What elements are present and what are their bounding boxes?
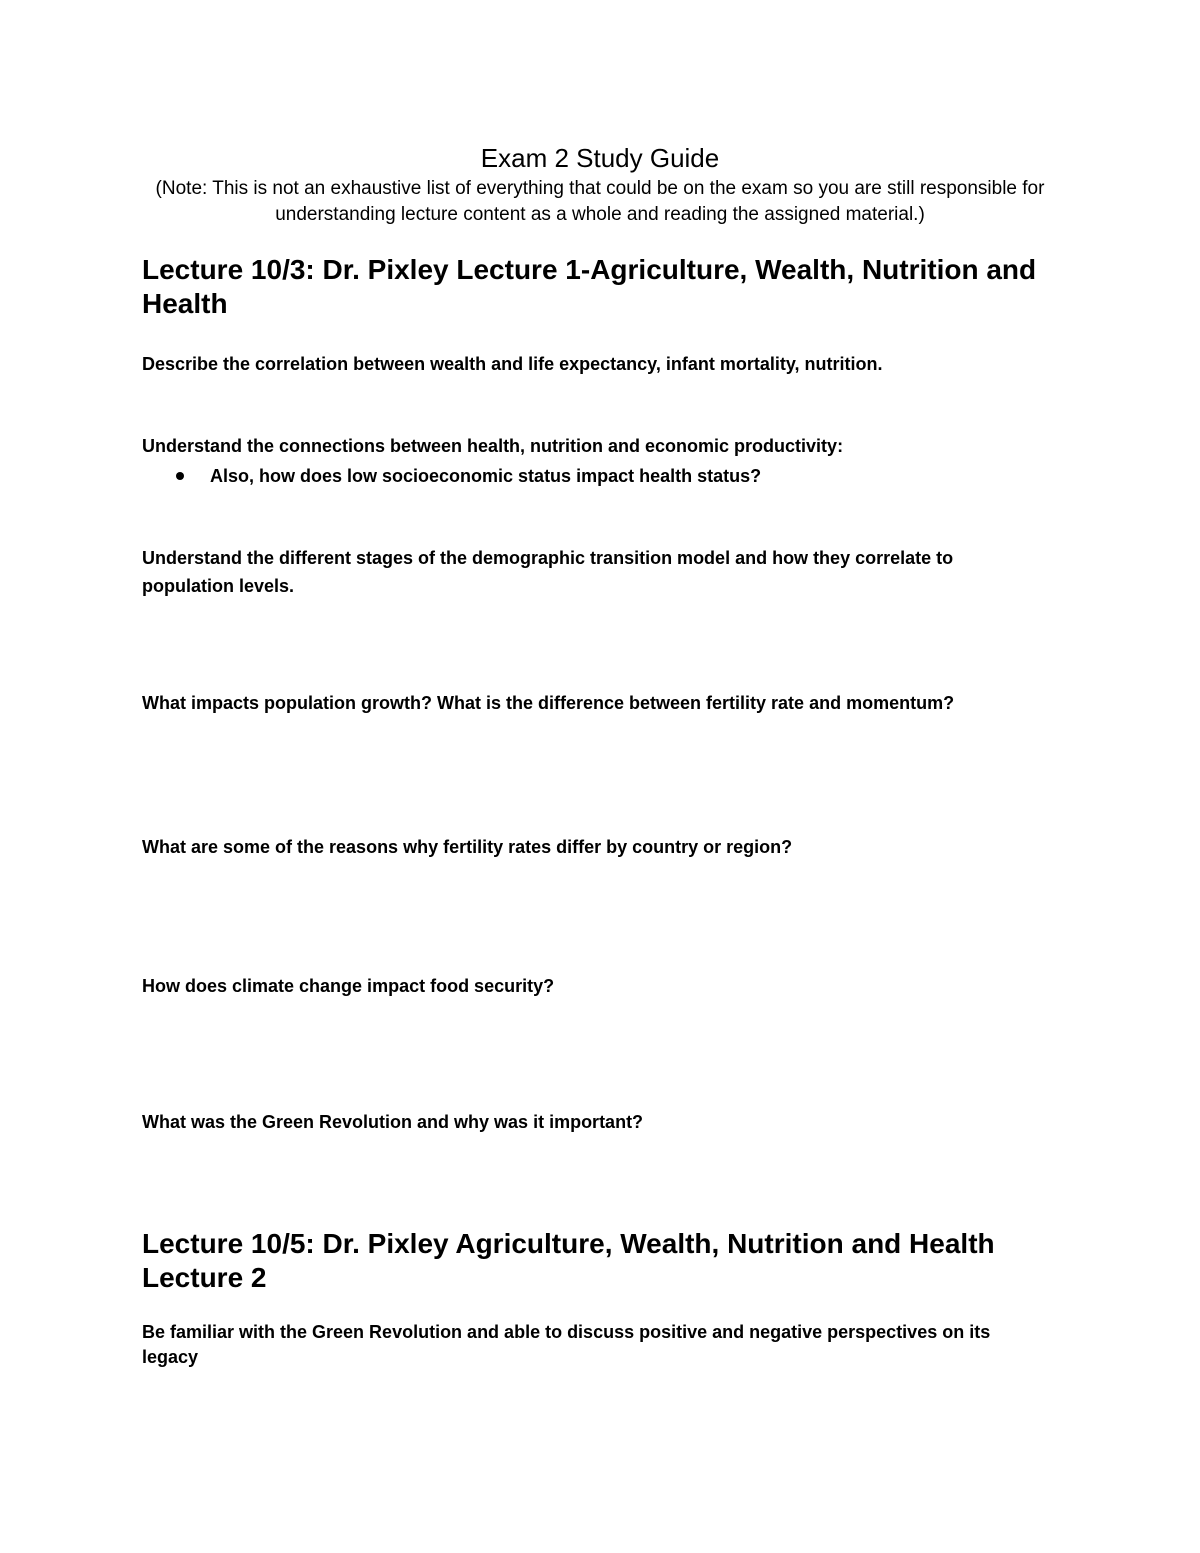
lecture-1-heading: Lecture 10/3: Dr. Pixley Lecture 1-Agriculture, Wealth, Nutrition and Health [142, 254, 1037, 319]
lecture-2-heading: Lecture 10/5: Dr. Pixley Agriculture, Wealth, Nutrition and Health Lecture 2 [142, 1228, 995, 1293]
document-title: Exam 2 Study Guide [480, 143, 720, 173]
lecture-2-question-1: Be familiar with the Green Revolution and able to discuss positive and negative perspectives on its legacy [142, 1322, 991, 1367]
lecture-1-question-1: Describe the correlation between wealth and life expectancy, infant mortality, nutrition. [142, 354, 883, 374]
lecture-1-question-5: What are some of the reasons why fertility rates differ by country or region? [142, 837, 793, 857]
lecture-1-question-4: What impacts population growth? What is the difference between fertility rate and momentum? [142, 693, 955, 713]
document-note: (Note: This is not an exhaustive list of everything that could be on the exam so you are still responsible for understanding lecture content as a whole and reading the assigned material.) [155, 178, 1045, 225]
lecture-1-bullet-list [142, 462, 1042, 490]
bullet-icon [176, 472, 184, 480]
bullet-text: Also, how does low socioeconomic status impact health status? [210, 466, 762, 486]
lecture-1-question-6: How does climate change impact food security? [142, 976, 555, 996]
list-item [142, 462, 1042, 490]
lecture-1-question-3: Understand the different stages of the demographic transition model and how they correlate to population levels. [142, 548, 954, 596]
lecture-1-question-7: What was the Green Revolution and why was it important? [142, 1112, 644, 1132]
lecture-1-question-2: Understand the connections between health, nutrition and economic productivity: [142, 436, 844, 456]
